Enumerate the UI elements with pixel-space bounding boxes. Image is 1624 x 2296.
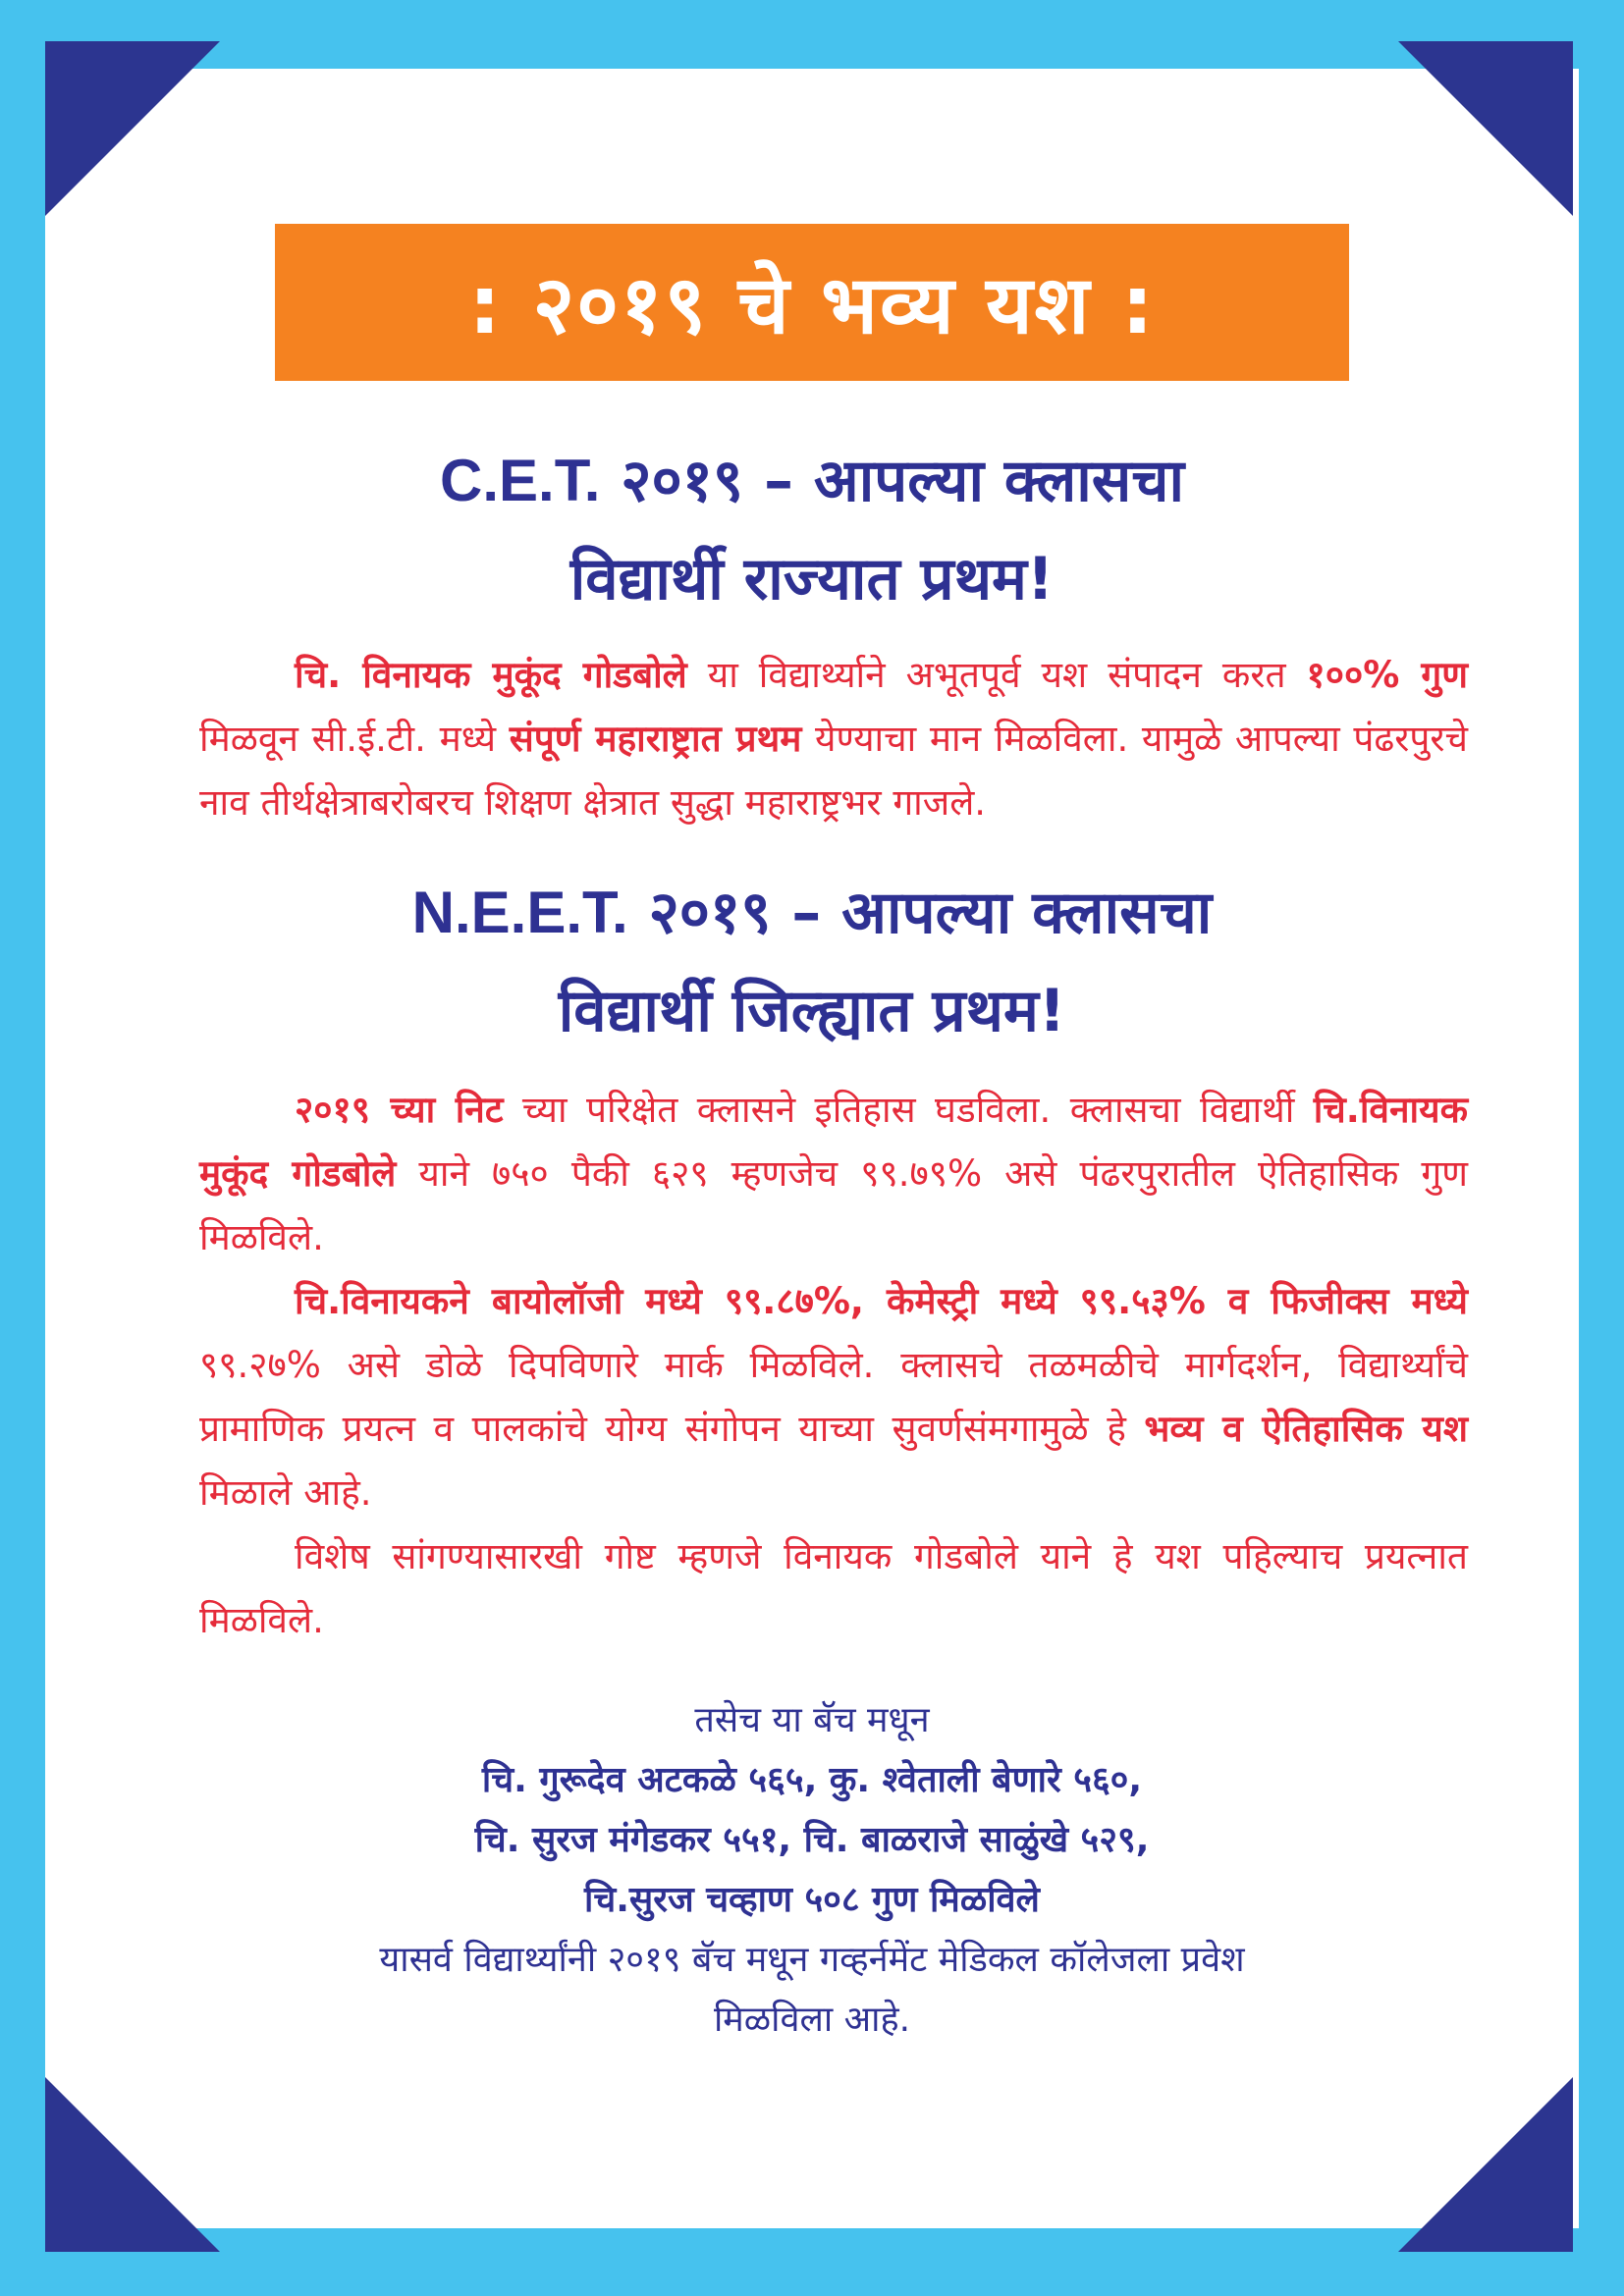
corner-triangle-top-left [45, 41, 220, 216]
cet-score: १००% गुण [1306, 654, 1468, 696]
neet-heading-line2: विद्यार्थी जिल्ह्यात प्रथम! [558, 977, 1066, 1045]
neet-heading [147, 864, 1477, 1060]
cet-text-1: या विद्यार्थ्याने अभूतपूर्व यश संपादन करत [686, 654, 1307, 696]
neet-highlight: भव्य व ऐतिहासिक यश [1144, 1408, 1468, 1450]
neet-heading-line1 [147, 864, 1477, 962]
neet-subject-scores: चि.विनायकने बायोलॉजी मध्ये ९९.८७%, केमेस्ट्री मध्ये ९९.५३% व फिजीक्स मध्ये [295, 1280, 1468, 1322]
corner-triangle-top-right [1398, 41, 1573, 216]
neet-lead: २०१९ च्या निट [295, 1089, 504, 1131]
cet-state-rank: संपूर्ण महाराष्ट्रात प्रथम [509, 718, 802, 760]
neet-paragraph-2 [199, 1269, 1468, 1524]
banner-title: : २०१९ चे भव्य यश : [468, 259, 1156, 352]
cet-paragraph [199, 643, 1468, 834]
cet-text-2: मिळवून सी.ई.टी. मध्ये [199, 718, 510, 760]
closing-outro-2: मिळविला आहे. [713, 2000, 911, 2040]
cet-heading-line1 [147, 432, 1477, 530]
neet-paragraph-3: विशेष सांगण्यासारखी गोष्ट म्हणजे विनायक गोडबोले याने हे यश पहिल्याच प्रयत्नात मिळविले. [199, 1535, 1468, 1641]
neet-heading-exam: N.E.E.T. [411, 880, 628, 945]
cet-heading [147, 432, 1477, 628]
closing-intro: तसेच या बॅच मधून [694, 1700, 930, 1740]
neet-student-name: चि.विनायक मुकूंद गोडबोले [199, 1089, 1468, 1195]
neet-p2-text-2: मिळाले आहे. [199, 1471, 372, 1514]
cet-student-name: चि. विनायक मुकूंद गोडबोले [295, 654, 687, 696]
cet-heading-text: २०१९ – आपल्या क्लासचा [621, 447, 1184, 515]
closing-line-2: चि. सुरज मंगेडकर ५५१, चि. बाळराजे साळुंखे ५२९, [474, 1820, 1150, 1860]
neet-p2-text-1: ९९.२७% असे डोळे दिपविणारे मार्क मिळविले. क्लासचे तळमळीचे मार्गदर्शन, विद्यार्थ्यांचे प्रामाणिक प्रयत्न व पालकांचे योग्य संगोपन याच्या सुवर्णसंमगामुळे हे [199, 1344, 1468, 1450]
closing-section [177, 1690, 1447, 2050]
title-banner [275, 224, 1349, 381]
cet-text-3: येण्याचा मान मिळविला. यामुळे आपल्या पंढरपुरचे नाव तीर्थक्षेत्राबरोबरच शिक्षण क्षेत्रात सुद्धा महाराष्ट्रभर गाजले. [199, 718, 1469, 824]
neet-p1-text-2: याने ७५० पैकी ६२९ म्हणजेच ९९.७९% असे पंढरपुरातील ऐतिहासिक गुण मिळविले. [199, 1152, 1468, 1258]
neet-paragraphs [199, 1078, 1468, 1652]
neet-paragraph-1 [199, 1078, 1468, 1269]
cet-heading-line2: विद्यार्थी राज्यात प्रथम! [569, 545, 1055, 614]
corner-triangle-bottom-left [45, 2077, 220, 2252]
neet-p1-text-1: च्या परिक्षेत क्लासने इतिहास घडविला. क्लासचा विद्यार्थी [503, 1089, 1314, 1131]
neet-heading-text: २०१९ – आपल्या क्लासचा [648, 879, 1213, 947]
cet-paragraph-text [199, 643, 1468, 834]
closing-line-1: चि. गुरूदेव अटकळे ५६५, कु. श्वेताली बेणारे ५६०, [481, 1760, 1143, 1800]
closing-outro-1: यासर्व विद्यार्थ्यांनी २०१९ बॅच मधून गव्हर्नमेंट मेडिकल कॉलेजला प्रवेश [379, 1940, 1245, 1980]
corner-triangle-bottom-right [1398, 2077, 1573, 2252]
closing-line-3: चि.सुरज चव्हाण ५०८ गुण मिळविले [584, 1880, 1040, 1920]
cet-heading-exam: C.E.T. [440, 448, 601, 513]
